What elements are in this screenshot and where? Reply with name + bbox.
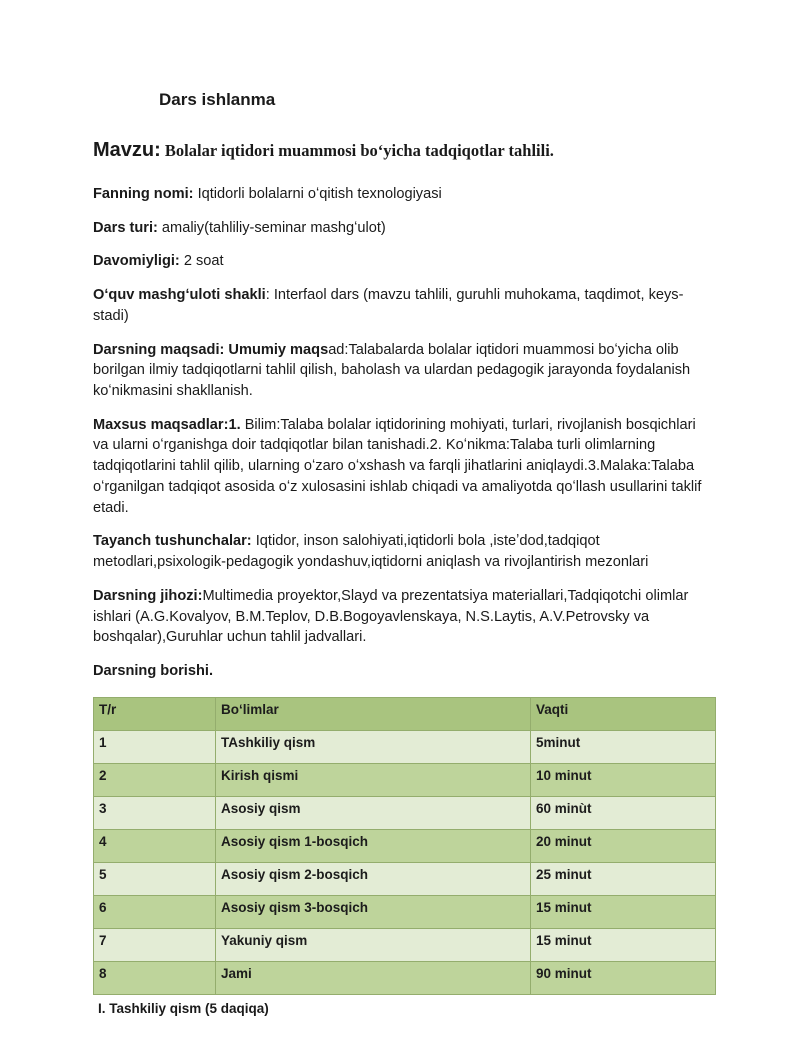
paragraph [93, 586, 712, 648]
paragraph-label: Dars turi: [93, 219, 158, 236]
paragraph [93, 251, 712, 272]
table-cell: Asosiy qism [216, 796, 531, 829]
table-row [94, 961, 716, 994]
table-body [94, 730, 716, 994]
table-header-tr: T/r [94, 697, 216, 730]
table-cell: TAshkiliy qism [216, 730, 531, 763]
lesson-plan-table [93, 697, 716, 995]
table-row [94, 895, 716, 928]
paragraph-label: Darsning borishi. [93, 662, 214, 679]
table-row [94, 730, 716, 763]
paragraph [93, 531, 712, 572]
table-cell: 2 [94, 763, 216, 796]
doc-title: Dars ishlanma [159, 90, 276, 109]
table-row [94, 928, 716, 961]
paragraph [93, 184, 712, 205]
paragraph-label: Tayanch tushunchalar: [93, 533, 252, 550]
table-cell: 60 minùt [531, 796, 716, 829]
paragraph-list [93, 184, 712, 682]
paragraph-label: Fanning nomi: [93, 186, 194, 202]
table-cell: 5minut [531, 730, 716, 763]
table-cell: Asosiy qism 3-bosqich [216, 895, 531, 928]
paragraph-text: Multimedia proyektor,Slayd va prezentatsiya materiallari,Tadqiqotchi olimlar ishlari (A.G.Kovalyov, B.M.Teplov, D.B.Bogoyavlenskaya, N.S.Laytis, A.V.Petrovsky va boshqalar),Guruhlar uchun tahlil jadvallari. [93, 587, 689, 646]
table-cell: 1 [94, 730, 216, 763]
paragraph [93, 285, 712, 326]
table-cell: Yakuniy qism [216, 928, 531, 961]
table-cell: 15 minut [531, 895, 716, 928]
table-cell: 10 minut [531, 763, 716, 796]
paragraph [93, 340, 712, 402]
paragraph-text: Bilim:Talaba bolalar iqtidorining mohiyati, turlari, rivojlanish bosqichlari va ularni oʻrganishga doir tadqiqotlar bilan tanishadi.2. Koʻnikma:Talaba turli olimlarning tadqiqotlarini tahlil qilib, ularning oʻzaro oʻxshash va farqli jihatlarini aniqlaydi.3.Malaka:Talaba oʻrganilgan tadqiqot asosida oʻz xulosasini ishlab chiqadi va amaliyotda qoʻllash usullarini taklif etadi. [93, 416, 702, 516]
table-cell: Kirish qismi [216, 763, 531, 796]
paragraph-text: amaliy(tahliliy-seminar mashgʻulot) [157, 219, 386, 236]
table-row [94, 862, 716, 895]
table-cell: 5 [94, 862, 216, 895]
paragraph-label: Darsning jihozi: [93, 587, 203, 604]
table-row [94, 796, 716, 829]
table-cell: 6 [94, 895, 216, 928]
paragraph [93, 661, 712, 682]
table-header-bolimlar: Boʻlimlar [216, 697, 531, 730]
paragraph [93, 415, 712, 519]
paragraph-text: Iqtidorli bolalarni oʻqitish texnologiyasi [193, 186, 442, 202]
table-cell: 25 minut [531, 862, 716, 895]
table-row [94, 829, 716, 862]
table-row [94, 763, 716, 796]
paragraph-label: Darsning maqsadi: Umumiy maqs [93, 341, 329, 358]
table-cell: 3 [94, 796, 216, 829]
paragraph-label: Oʻquv mashgʻuloti shakli [93, 287, 266, 304]
paragraph [93, 218, 712, 239]
table-cell: Jami [216, 961, 531, 994]
table-cell: 15 minut [531, 928, 716, 961]
mavzu-line [93, 138, 712, 162]
mavzu-text: Bolalar iqtidori muammosi boʻyicha tadqiqotlar tahlili. [160, 141, 554, 160]
section-heading-tashkiliy-qism: I. Tashkiliy qism (5 daqiqa) [98, 1000, 269, 1016]
table-cell: 8 [94, 961, 216, 994]
table-cell: Asosiy qism 2-bosqich [216, 862, 531, 895]
table-cell: Asosiy qism 1-bosqich [216, 829, 531, 862]
paragraph-text: : Interfaol dars (mavzu tahlili, guruhli muhokama, taqdimot, keys-stadi) [93, 287, 684, 324]
paragraph-label: Maxsus maqsadlar:1. [93, 416, 241, 433]
table-cell: 7 [94, 928, 216, 961]
mavzu-label: Mavzu: [93, 139, 161, 161]
paragraph-text: ad:Talabalarda bolalar iqtidori muammosi boʻyicha olib borilgan ilmiy tadqiqotlarni tahlil qilish, baholash va ulardan pedagogik jarayonda foydalanish koʻnikmasini shakllanish. [93, 341, 691, 400]
table-cell: 20 minut [531, 829, 716, 862]
table-cell: 90 minut [531, 961, 716, 994]
paragraph-text: Iqtidor, inson salohiyati,iqtidorli bola ,isteʼdod,tadqiqot metodlari,psixologik-pedagogik yondashuv,iqtidorni aniqlash va rivojlantirish mezonlari [93, 533, 649, 571]
table-header-row [94, 697, 716, 730]
table-cell: 4 [94, 829, 216, 862]
table-header-vaqti: Vaqti [531, 697, 716, 730]
paragraph-text: 2 soat [179, 253, 224, 270]
paragraph-label: Davomiyligi: [93, 253, 180, 270]
